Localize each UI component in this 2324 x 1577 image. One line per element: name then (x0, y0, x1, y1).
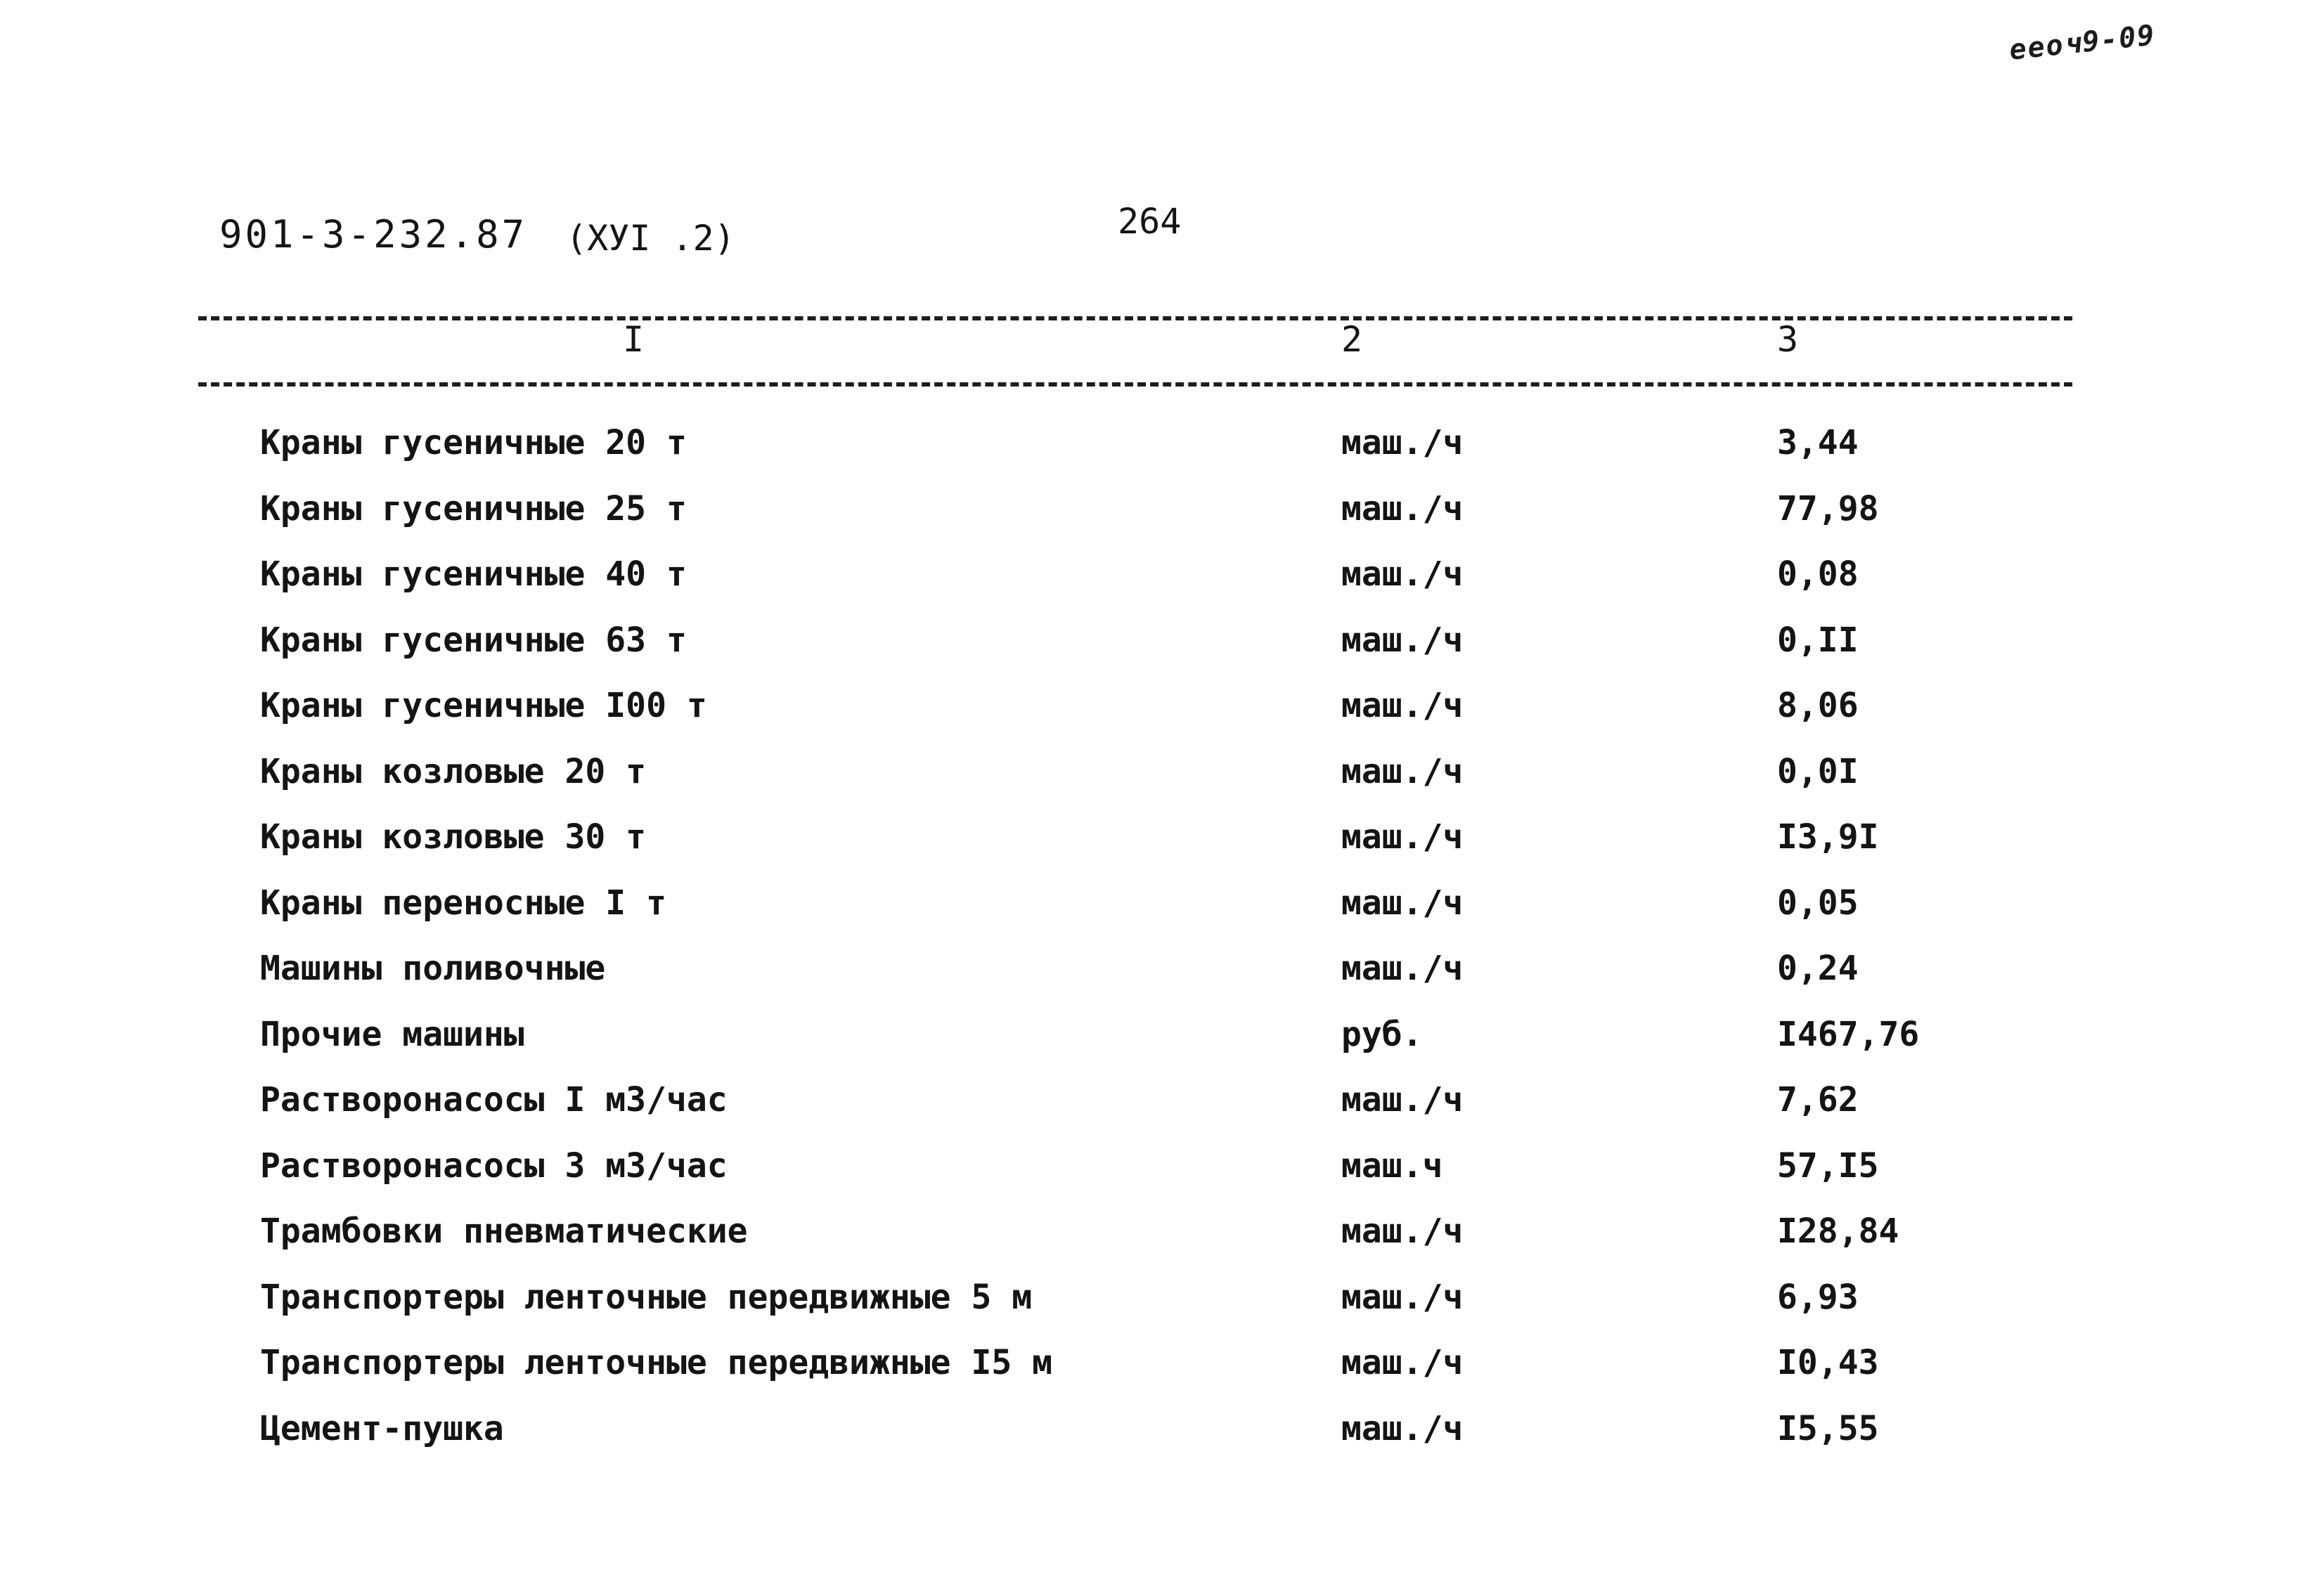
resource-unit: маш./ч (1341, 1080, 1464, 1120)
table-header-rule (198, 382, 2072, 387)
archive-stamp: ееоч9-09 (2008, 19, 2157, 67)
resource-value: 0,05 (1777, 883, 1859, 923)
resource-name: Трамбовки пневматические (260, 1212, 748, 1251)
resource-name: Краны гусеничные 40 т (260, 554, 687, 594)
table-row (0, 875, 2324, 941)
resource-value: 3,44 (1777, 423, 1859, 462)
resource-table-body (0, 415, 2324, 1466)
table-row (0, 1335, 2324, 1401)
resource-unit: маш./ч (1341, 488, 1464, 528)
table-row (0, 481, 2324, 547)
table-row (0, 744, 2324, 810)
table-row (0, 1203, 2324, 1269)
document-section: (ХУI .2) (566, 218, 735, 259)
resource-value: 0,II (1777, 620, 1859, 660)
resource-unit: маш./ч (1341, 620, 1464, 660)
table-row (0, 1269, 2324, 1335)
resource-name: Краны гусеничные 25 т (260, 488, 687, 528)
resource-unit: маш.ч (1341, 1146, 1443, 1186)
table-row (0, 809, 2324, 875)
resource-name: Растворонасосы I м3/час (260, 1080, 728, 1120)
resource-value: I467,76 (1777, 1014, 1920, 1054)
resource-unit: маш./ч (1341, 1212, 1464, 1251)
resource-value: 6,93 (1777, 1277, 1859, 1317)
resource-name: Краны козловые 30 т (260, 817, 647, 857)
resource-unit: маш./ч (1341, 883, 1464, 923)
resource-unit: маш./ч (1341, 423, 1464, 462)
column-header-2: 2 (1341, 319, 1363, 360)
resource-value: 57,I5 (1777, 1146, 1879, 1186)
resource-value: 8,06 (1777, 686, 1859, 725)
table-row (0, 1401, 2324, 1467)
table-row (0, 415, 2324, 481)
resource-unit: маш./ч (1341, 1277, 1464, 1317)
table-row (0, 1138, 2324, 1204)
resource-name: Машины поливочные (260, 949, 606, 988)
document-code: 901-3-232.87 (219, 212, 528, 257)
resource-unit: маш./ч (1341, 686, 1464, 725)
resource-unit: маш./ч (1341, 949, 1464, 988)
resource-value: 0,0I (1777, 751, 1859, 791)
table-row (0, 677, 2324, 744)
table-row (0, 546, 2324, 612)
table-row (0, 940, 2324, 1006)
resource-name: Краны гусеничные I00 т (260, 686, 707, 725)
resource-unit: маш./ч (1341, 554, 1464, 594)
resource-name: Краны переносные I т (260, 883, 666, 923)
resource-unit: маш./ч (1341, 1343, 1464, 1382)
column-header-3: 3 (1777, 319, 1799, 360)
resource-value: 7,62 (1777, 1080, 1859, 1120)
column-header-1: I (623, 319, 645, 360)
resource-value: 0,08 (1777, 554, 1859, 594)
resource-name: Краны гусеничные 63 т (260, 620, 687, 660)
page-number: 264 (1118, 201, 1182, 242)
resource-value: I28,84 (1777, 1212, 1899, 1251)
resource-unit: маш./ч (1341, 817, 1464, 857)
resource-name: Краны гусеничные 20 т (260, 423, 687, 462)
table-row (0, 1006, 2324, 1072)
resource-name: Транспортеры ленточные передвижные 5 м (260, 1277, 1033, 1317)
resource-value: 77,98 (1777, 488, 1879, 528)
resource-value: I5,55 (1777, 1408, 1879, 1448)
resource-name: Транспортеры ленточные передвижные I5 м (260, 1343, 1053, 1382)
resource-unit: руб. (1341, 1014, 1423, 1054)
resource-unit: маш./ч (1341, 1408, 1464, 1448)
table-row (0, 1072, 2324, 1138)
resource-value: I3,9I (1777, 817, 1879, 857)
resource-name: Цемент-пушка (260, 1408, 504, 1448)
resource-unit: маш./ч (1341, 751, 1464, 791)
resource-name: Растворонасосы 3 м3/час (260, 1146, 728, 1186)
resource-name: Прочие машины (260, 1014, 524, 1054)
table-row (0, 612, 2324, 678)
resource-value: 0,24 (1777, 949, 1859, 988)
resource-name: Краны козловые 20 т (260, 751, 647, 791)
resource-value: I0,43 (1777, 1343, 1879, 1382)
